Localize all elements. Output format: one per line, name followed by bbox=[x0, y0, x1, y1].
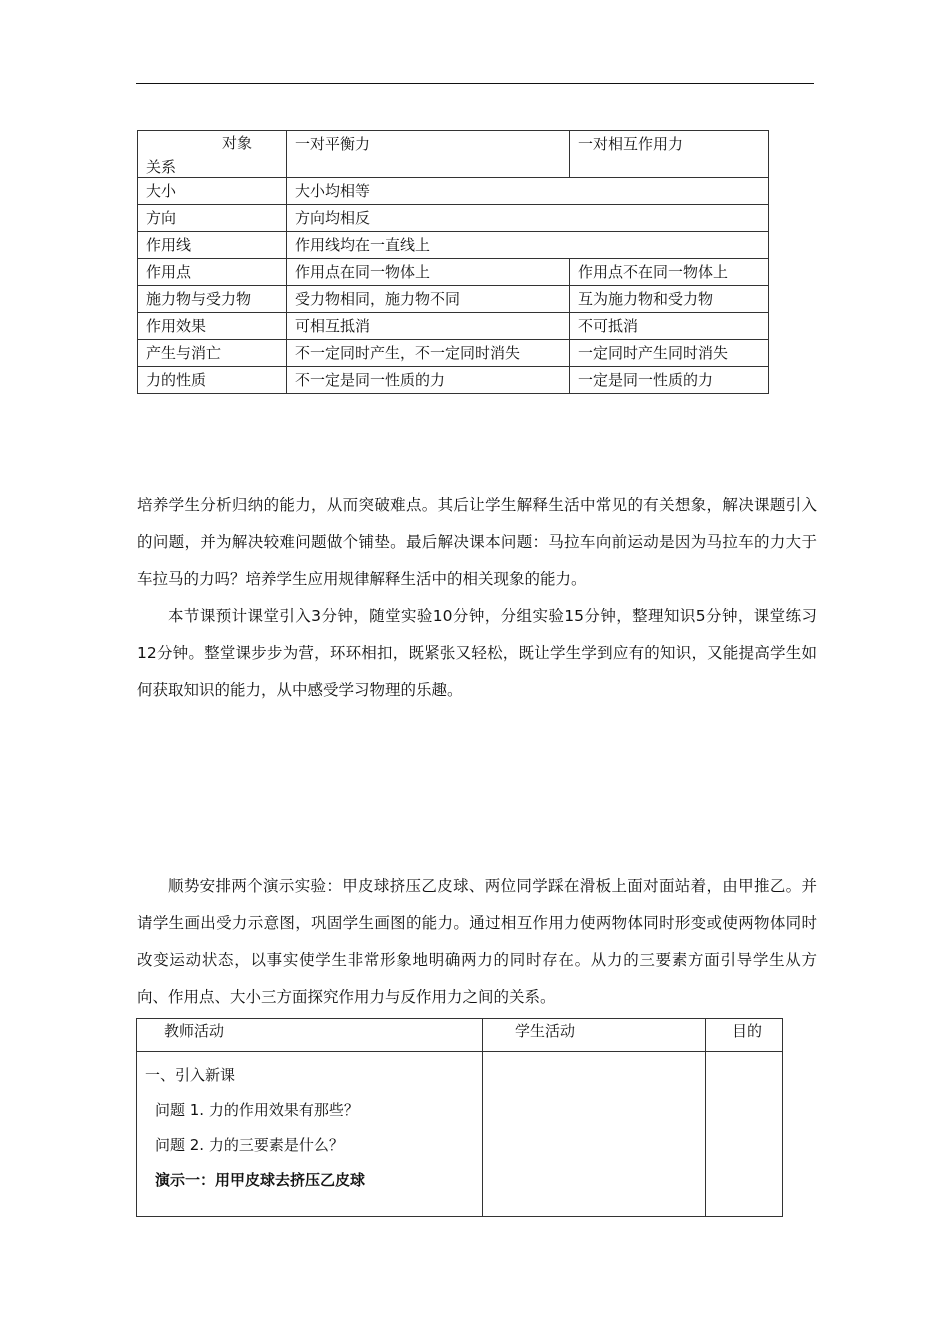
table-row bbox=[138, 178, 769, 205]
row-interaction-value: 一定同时产生同时消失 bbox=[570, 340, 769, 367]
row-merged-value: 作用线均在一直线上 bbox=[287, 232, 769, 259]
table-row bbox=[138, 367, 769, 394]
row-label: 产生与消亡 bbox=[138, 340, 287, 367]
header-student-activity: 学生活动 bbox=[483, 1019, 706, 1052]
row-balanced-value: 作用点在同一物体上 bbox=[287, 259, 570, 286]
header-balanced-forces: 一对平衡力 bbox=[287, 131, 570, 178]
row-merged-value: 大小均相等 bbox=[287, 178, 769, 205]
teacher-activity-cell bbox=[137, 1052, 483, 1217]
table-row bbox=[138, 313, 769, 340]
plan-header-row bbox=[137, 1019, 783, 1052]
lesson-plan-table bbox=[136, 1018, 783, 1217]
table-row bbox=[138, 205, 769, 232]
row-balanced-value: 可相互抵消 bbox=[287, 313, 570, 340]
paragraph-demo-experiments: 顺势安排两个演示实验：甲皮球挤压乙皮球、两位同学踩在滑板上面对面站着，由甲推乙。并请学生画出受力示意图，巩固学生画图的能力。通过相互作用力使两物体同时形变或使两物体同时改变运动状态，以事实使学生非常形象地明确两力的同时存在。从力的三要素方面引导学生从方向、作用点、大小三方面探究作用力与反作用力之间的关系。 bbox=[137, 877, 817, 1006]
row-label: 作用效果 bbox=[138, 313, 287, 340]
plan-body-row bbox=[137, 1052, 783, 1217]
table-row bbox=[138, 259, 769, 286]
table-row bbox=[138, 232, 769, 259]
row-interaction-value: 互为施力物和受力物 bbox=[570, 286, 769, 313]
paragraph-analysis: 培养学生分析归纳的能力，从而突破难点。其后让学生解释生活中常见的有关想象，解决课题引入的问题，并为解决较难问题做个铺垫。最后解决课本问题：马拉车向前运动是因为马拉车的力大于车拉马的力吗？培养学生应用规律解释生活中的相关现象的能力。 bbox=[137, 496, 817, 588]
header-goal: 目的 bbox=[706, 1019, 783, 1052]
question-1: 问题 1. 力的作用效果有那些？ bbox=[155, 1101, 359, 1119]
row-balanced-value: 受力物相同，施力物不同 bbox=[287, 286, 570, 313]
row-balanced-value: 不一定是同一性质的力 bbox=[287, 367, 570, 394]
student-activity-cell bbox=[483, 1052, 706, 1217]
row-merged-value: 方向均相反 bbox=[287, 205, 769, 232]
header-object-label: 对象 bbox=[222, 134, 253, 152]
table-header-row bbox=[138, 131, 769, 178]
section-title: 一、引入新课 bbox=[145, 1066, 236, 1084]
row-interaction-value: 一定是同一性质的力 bbox=[570, 367, 769, 394]
demo-one: 演示一：用甲皮球去挤压乙皮球 bbox=[155, 1171, 366, 1189]
header-relation-label: 关系 bbox=[146, 158, 177, 176]
row-interaction-value: 不可抵消 bbox=[570, 313, 769, 340]
force-comparison-table bbox=[137, 130, 769, 394]
goal-cell bbox=[706, 1052, 783, 1217]
row-balanced-value: 不一定同时产生，不一定同时消失 bbox=[287, 340, 570, 367]
header-interaction-forces: 一对相互作用力 bbox=[570, 131, 769, 178]
row-label: 作用线 bbox=[138, 232, 287, 259]
row-label: 施力物与受力物 bbox=[138, 286, 287, 313]
paragraph-time-plan: 本节课预计课堂引入3分钟，随堂实验10分钟，分组实验15分钟，整理知识5分钟，课堂练习12分钟。整堂课步步为营，环环相扣，既紧张又轻松，既让学生学到应有的知识，又能提高学生如何获取知识的能力，从中感受学习物理的乐趣。 bbox=[137, 607, 817, 699]
row-interaction-value: 作用点不在同一物体上 bbox=[570, 259, 769, 286]
header-teacher-activity: 教师活动 bbox=[137, 1019, 483, 1052]
row-label: 力的性质 bbox=[138, 367, 287, 394]
header-diagonal-cell bbox=[138, 131, 287, 178]
row-label: 作用点 bbox=[138, 259, 287, 286]
table-row bbox=[138, 286, 769, 313]
header-rule bbox=[136, 83, 814, 84]
row-label: 大小 bbox=[138, 178, 287, 205]
row-label: 方向 bbox=[138, 205, 287, 232]
question-2: 问题 2. 力的三要素是什么？ bbox=[155, 1136, 344, 1154]
table-row bbox=[138, 340, 769, 367]
